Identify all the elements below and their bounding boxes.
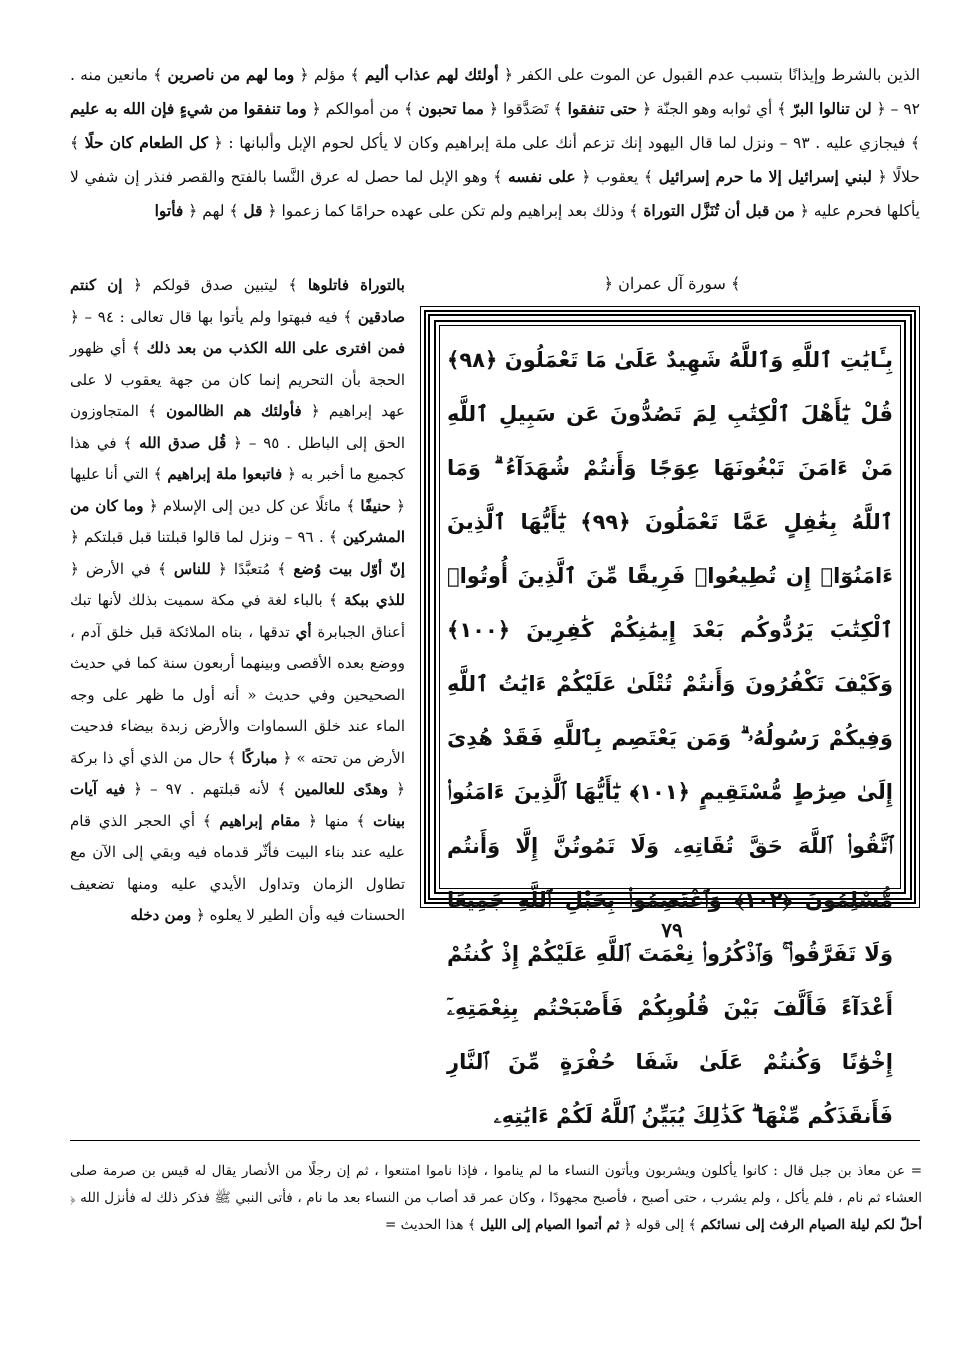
footnote-divider (70, 1140, 920, 1141)
commentary-text: ﴾ وذلك بعد إبراهيم ولم تكن على عهده حرامًا كما زعموا ﴿ (262, 202, 644, 220)
commentary-text: ﴾ فيه فبهتوا ولم يأتوا بها قال تعالى : ٩٤ – ﴿ (70, 307, 358, 326)
commentary-text: ﴾ مانعين منه . ٩٢ – ﴿ (70, 66, 920, 118)
quoted-verse-text: على نفسه (507, 167, 576, 186)
top-paragraph (70, 58, 920, 228)
commentary-text: ﴾ إلى قوله ﴿ (619, 1217, 701, 1233)
quoted-verse-text: وما تنفقوا من شيءٍ فإن الله به عليم (70, 99, 307, 118)
commentary-text: ﴾ فيجازي عليه . ٩٣ – ونزل لما قال اليهود إنك تزعم أنك على ملة إبراهيم وكان لا يأكل لحوم الإبل وألبانها : ﴿ (208, 134, 920, 152)
commentary-text: ﴾ أي الحجر الذي قام عليه عند بناء البيت فأثّر قدماه فيه وبقي إلى الآن مع تطاول الزمان وتداول الأيدي عليه ومنها تضعيف الحسنات فيه وأن الطير لا يعلوه ﴿ (70, 811, 405, 924)
quoted-verse-text: أي (295, 622, 312, 641)
page-number: ٧٩ (661, 918, 683, 942)
left-column-commentary (70, 270, 405, 932)
quoted-verse-text: إنّ أوّل بيت وُضع (293, 559, 405, 578)
quoted-verse-text: قل (243, 201, 263, 220)
quoted-verse-text: فيه آيات بينات (70, 780, 405, 830)
commentary-text: ﴾ مؤلم ﴿ (294, 66, 365, 84)
commentary-text: ﴾ أي ثوابه وهو الجنّة ﴿ (637, 100, 792, 118)
commentary-text: ﴾ أي ظهور الحجة بأن التحريم إنما كان من جهة يعقوب لا على عهد إبراهيم ﴿ (70, 339, 405, 420)
footnote (70, 1158, 922, 1239)
commentary-text: تدقها ، بناه الملائكة قبل خلق آدم ، ووضع بعده الأقصى وبينهما أربعون سنة كما في حديث الصحيحين وفي حديث « أنه أول ما ظهر على وجه الماء عند خلق السماوات والأرض زبدة بيضاء فدحيت الأرض من تحته » ﴿ (70, 622, 405, 767)
commentary-text: ﴾ هذا الحديث = (385, 1217, 481, 1233)
quoted-verse-text: كل الطعام كان حلًا (84, 133, 209, 152)
quoted-verse-text: إن كنتم صادقين (70, 276, 405, 326)
quoted-verse-text: أحلّ لكم ليلة الصيام الرفث إلى نسائكم (700, 1217, 922, 1233)
quoted-verse-text: فأتوا (154, 201, 184, 220)
quoted-verse-text: مما تحبون (418, 99, 484, 118)
quoted-verse-text: للناس (173, 559, 211, 578)
commentary-text: ﴾ لأنه قبلتهم . ٩٧ – ﴿ (125, 780, 295, 798)
quoted-verse-text: بالتوراة فاتلوها (307, 276, 405, 294)
quoted-verse-text: أولئك لهم عذاب أليم (364, 65, 499, 84)
surah-title: ﴿ سورة آل عمران ﴾ (603, 274, 741, 293)
commentary-text: ﴾ بالباء لغة في مكة سميت بذلك لأنها تبك أعناق الجبابرة (70, 591, 405, 641)
quran-text: بِـَٔايَٰتِ ٱللَّهِ وَٱللَّهُ شَهِيدٌ عَلَىٰ مَا تَعْمَلُونَ ﴿٩٨﴾ قُلْ يَٰٓأَهْلَ ٱلْكِتَٰبِ لِمَ تَصُدُّونَ عَن سَبِيلِ ٱللَّهِ مَنْ ءَامَنَ تَبْغُونَهَا عِوَجًا وَأَنتُمْ شُهَدَآءُ ۗ وَمَا ٱللَّهُ بِغَٰفِلٍ عَمَّا تَعْمَلُونَ ﴿٩٩﴾ يَٰٓأَيُّهَا ٱلَّذِينَ ءَامَنُوٓا۟ إِن تُطِيعُوا۟ فَرِيقًا مِّنَ ٱلَّذِينَ أُوتُوا۟ ٱلْكِتَٰبَ يَرُدُّوكُم بَعْدَ إِيمَٰنِكُمْ كَٰفِرِينَ ﴿١٠٠﴾ وَكَيْفَ تَكْفُرُونَ وَأَنتُمْ تُتْلَىٰ عَلَيْكُمْ ءَايَٰتُ ٱللَّهِ وَفِيكُمْ رَسُولُهُۥ ۗ وَمَن يَعْتَصِم بِٱللَّهِ فَقَدْ هُدِىَ إِلَىٰ صِرَٰطٍ مُّسْتَقِيمٍ ﴿١٠١﴾ يَٰٓأَيُّهَا ٱلَّذِينَ ءَامَنُوا۟ ٱتَّقُوا۟ ٱللَّهَ حَقَّ تُقَاتِهِۦ وَلَا تَمُوتُنَّ إِلَّا وَأَنتُم مُّسْلِمُونَ ﴿١٠٢﴾ وَٱعْتَصِمُوا۟ بِحَبْلِ ٱللَّهِ جَمِيعًا وَلَا تَفَرَّقُوا۟ ۚ وَٱذْكُرُوا۟ نِعْمَتَ ٱللَّهِ عَلَيْكُمْ إِذْ كُنتُمْ أَعْدَآءً فَأَلَّفَ بَيْنَ قُلُوبِكُمْ فَأَصْبَحْتُم بِنِعْمَتِهِۦٓ إِخْوَٰنًا وَكُنتُمْ عَلَىٰ شَفَا حُفْرَةٍ مِّنَ ٱلنَّارِ فَأَنقَذَكُم مِّنْهَا ۗ كَذَٰلِكَ يُبَيِّنُ ٱللَّهُ لَكُمْ ءَايَٰتِهِۦ (447, 348, 894, 1128)
quoted-verse-text: حتى تنفقوا (567, 99, 638, 118)
quoted-verse-text: وما لهم من ناصرين (167, 65, 295, 84)
right-column (418, 270, 926, 1128)
commentary-text: ﴾ مُتعبَّدًا ﴿ (210, 559, 294, 578)
commentary-text: ﴾ منها ﴿ (300, 811, 374, 830)
commentary-text: ﴾ حال من الذي أي ذا بركة ﴿ (70, 748, 405, 798)
quoted-verse-text: للذي ببكة (344, 591, 405, 609)
quoted-verse-text: فأولئك هم الظالمون (166, 402, 302, 420)
quoted-verse-text: ومن دخله (130, 906, 192, 924)
quoted-verse-text: ثم أتموا الصيام إلى الليل (480, 1217, 620, 1233)
quoted-verse-text: فمن افترى على الله الكذب من بعد ذلك (146, 339, 405, 357)
commentary-text: ﴾ لهم ﴿ (183, 202, 244, 220)
quoted-verse-text: من قبل أن تُنَزَّل التوراة (643, 201, 795, 220)
quoted-verse-text: لن تنالوا البرّ (791, 99, 872, 118)
commentary-text: ﴾ مائلًا عن كل دين إلى الإسلام ﴿ (143, 496, 361, 515)
commentary-text: ﴾ يعقوب ﴿ (575, 168, 659, 186)
commentary-text: ﴾ وهو الإبل لما حصل له عرق النَّسا بالفتح والقصر فنذر إن شفي لا يأكلها فحرم عليه ﴿ (70, 168, 920, 220)
quoted-verse-text: وما كان من المشركين (70, 496, 405, 546)
commentary-text: ﴾ التي أنا عليها ﴿ (70, 465, 405, 515)
quoted-verse-text: حنيفًا (360, 496, 391, 515)
quoted-verse-text: مباركًا (241, 748, 278, 767)
quoted-verse-text: فاتبعوا ملة إبراهيم (167, 465, 283, 483)
quoted-verse-text: مقام إبراهيم (219, 811, 301, 830)
commentary-text: ﴾ في الأرض ﴿ (70, 559, 174, 578)
quoted-verse-text: لبني إسرائيل إلا ما حرم إسرائيل (658, 167, 872, 186)
commentary-text: ﴾ ليتبين صدق قولكم ﴿ (122, 276, 308, 294)
commentary-text: ﴾ تَصَدَّقوا ﴿ (484, 100, 568, 118)
commentary-text: = عن معاذ بن جبل قال : كانوا يأكلون ويشربون ويأتون النساء ما لم يناموا ، فإذا ناموا امتنعوا ، ثم إن رجلًا من الأنصار يقال له قيس بن صرمة صلى العشاء ثم نام ، فلم يأكل ، ولم يشرب ، حتى أصبح ، فأصبح مجهودًا ، وكان عمر قد أصاب من النساء بعد ما نام ، فأتى النبي ﷺ فذكر ذلك له فأنزل الله ﴿ (70, 1163, 922, 1206)
quoted-verse-text: قُل صدق الله (139, 433, 227, 452)
commentary-text: الذين بالشرط وإيذانًا بتسبب عدم القبول عن الموت على الكفر ﴿ (498, 66, 921, 84)
commentary-text: ﴾ من أموالكم ﴿ (306, 100, 419, 118)
quoted-verse-text: وهدًى للعالمين (294, 780, 389, 798)
commentary-text: ﴾ . ٩٦ – ونزل لما قالوا قبلتنا قبل قبلتكم ﴿ (70, 528, 343, 546)
commentary-text: ﴾ حلالًا ﴿ (70, 134, 920, 186)
commentary-text: ﴾ في هذا كجميع ما أخبر به ﴿ (70, 433, 405, 483)
commentary-text: ﴾ المتجاوزون الحق إلى الباطل . ٩٥ – ﴿ (70, 402, 405, 452)
